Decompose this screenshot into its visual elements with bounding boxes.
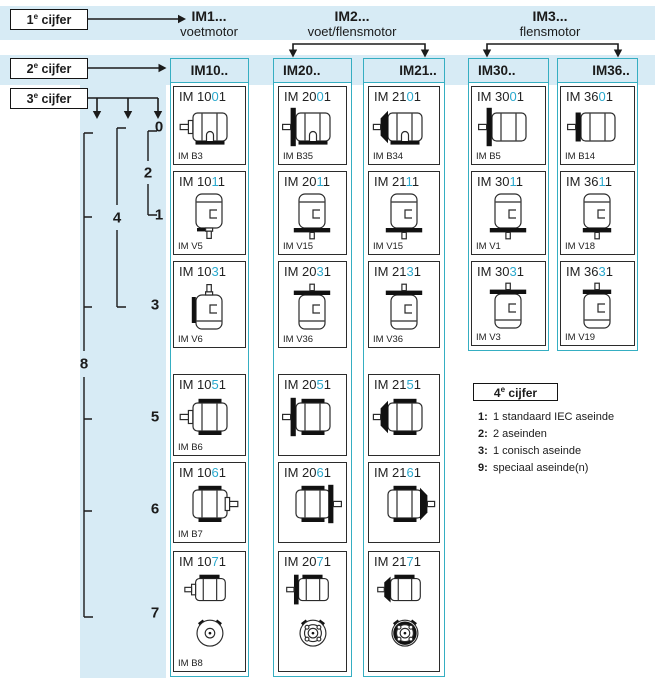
im-code-cell <box>173 261 246 348</box>
im-code: IM 2031 <box>284 264 331 279</box>
im-code: IM 2171 <box>374 554 421 569</box>
im-mounting-label: IM V3 <box>476 332 501 344</box>
motor-v19-icon <box>561 279 634 333</box>
motor-b6-icon <box>174 392 245 443</box>
im-code-cell <box>278 374 347 456</box>
im-code: IM 2001 <box>284 89 331 104</box>
third-digit-value-5: 5 <box>150 408 160 426</box>
third-digit-label-box: 3e cijfer <box>10 88 88 109</box>
im-code: IM 2051 <box>284 377 331 392</box>
im-mounting-label: IM B6 <box>178 442 203 454</box>
im-mounting-label: IM B35 <box>283 151 314 163</box>
im-code: IM 1011 <box>179 174 226 189</box>
im-code-cell <box>368 171 440 255</box>
third-digit-value-0: 0 <box>154 118 164 136</box>
im-mounting-label: IM B8 <box>178 658 203 670</box>
motor-v15-icon <box>369 189 439 242</box>
motor-b7-icon <box>174 480 245 530</box>
im-code: IM 2131 <box>374 264 421 279</box>
im-code-cell <box>560 261 635 346</box>
motor-v6-icon <box>174 279 245 335</box>
legend-item-text: 2 aseinden <box>493 428 547 440</box>
first-digit-label-box: 1e cijfer <box>10 9 88 30</box>
im-mounting-label: IM V6 <box>178 334 203 346</box>
third-digit-value-7: 7 <box>150 604 160 622</box>
im-code-cell <box>368 462 440 543</box>
im-code-cell <box>560 86 635 165</box>
legend-item-key: 9: <box>478 462 488 474</box>
im-mounting-label: IM V36 <box>283 334 314 346</box>
motor-b8-cone-icon <box>369 569 439 659</box>
im-code-cell <box>173 374 246 456</box>
motor-b6-cone-icon <box>369 392 439 443</box>
group-im2-subtitle: voet/flensmotor <box>307 23 397 39</box>
motor-b35-icon <box>279 104 346 152</box>
im-code-cell <box>278 462 347 543</box>
im-code: IM 1031 <box>179 264 226 279</box>
im-mounting-label: IM V19 <box>565 332 596 344</box>
im-code: IM 3611 <box>566 174 613 189</box>
motor-v18-icon <box>561 189 634 242</box>
third-digit-value-8: 8 <box>79 355 89 373</box>
column-header: IM36.. <box>558 59 637 83</box>
legend-item <box>478 445 581 457</box>
column-im10 <box>170 58 249 677</box>
legend-item-key: 3: <box>478 445 488 457</box>
im-code: IM 2151 <box>374 377 421 392</box>
im-mounting-label: IM B14 <box>565 151 596 163</box>
third-digit-value-6: 6 <box>150 500 160 518</box>
motor-v3-icon <box>472 279 545 333</box>
im-mounting-label: IM B3 <box>178 151 203 163</box>
im-code: IM 3031 <box>477 264 524 279</box>
motor-v5-icon <box>174 189 245 242</box>
im-code-cell <box>173 171 246 255</box>
motor-b7-cone-icon <box>369 480 439 530</box>
im-code-cell <box>278 86 347 165</box>
column-header: IM10.. <box>171 59 248 83</box>
im-code-cell <box>471 171 546 255</box>
group-im3 <box>485 9 615 39</box>
im-code-cell <box>368 374 440 456</box>
group-im3-subtitle: flensmotor <box>519 23 581 39</box>
third-digit-value-4: 4 <box>112 209 122 227</box>
motor-b14-icon <box>561 104 634 152</box>
motor-v1-icon <box>472 189 545 242</box>
motor-b8-flange-icon <box>279 569 346 659</box>
im-mounting-label: IM B7 <box>178 529 203 541</box>
im-code-cell <box>471 86 546 165</box>
motor-b7-flange-icon <box>279 480 346 530</box>
column-header: IM20.. <box>274 59 351 83</box>
bracket-im2 <box>293 44 425 52</box>
im-mounting-label: IM B5 <box>476 151 501 163</box>
legend-item-text: 1 standaard IEC aseinde <box>493 411 615 423</box>
column-header: IM30.. <box>469 59 548 83</box>
motor-b3-icon <box>174 104 245 152</box>
motor-v15-icon <box>279 189 346 242</box>
legend-item-key: 2: <box>478 428 488 440</box>
column-im20 <box>273 58 352 677</box>
legend-item <box>478 428 547 440</box>
third-digit-value-2: 2 <box>143 164 153 182</box>
third-digit-value-1: 1 <box>154 206 164 224</box>
im-code: IM 1051 <box>179 377 226 392</box>
im-code-cell <box>560 171 635 255</box>
column-im36 <box>557 58 638 351</box>
im-code: IM 1001 <box>179 89 226 104</box>
legend-item-key: 1: <box>478 411 488 423</box>
legend-item-text: 1 conisch aseinde <box>493 445 582 457</box>
im-code: IM 3001 <box>477 89 524 104</box>
im-mounting-label: IM V1 <box>476 241 501 253</box>
third-digit-panel <box>80 85 166 678</box>
im-code: IM 2111 <box>374 174 420 189</box>
third-digit-value-3: 3 <box>150 296 160 314</box>
motor-b8-icon <box>174 569 245 659</box>
im-code: IM 3601 <box>566 89 613 104</box>
motor-v36-icon <box>279 279 346 335</box>
im-mounting-label: IM B34 <box>373 151 404 163</box>
im-mounting-label: IM V5 <box>178 241 203 253</box>
im-code: IM 3011 <box>477 174 524 189</box>
column-im21 <box>363 58 445 677</box>
im-mounting-label: IM V15 <box>373 241 404 253</box>
im-code-cell <box>173 551 246 672</box>
im-code: IM 1061 <box>179 465 226 480</box>
motor-b6-flange-icon <box>279 392 346 443</box>
group-im1 <box>149 9 269 39</box>
bracket-im3 <box>487 44 618 52</box>
im-code: IM 2061 <box>284 465 331 480</box>
im-code: IM 3631 <box>566 264 613 279</box>
im-mounting-label: IM V18 <box>565 241 596 253</box>
im-code-cell <box>368 261 440 348</box>
im-code: IM 1071 <box>179 554 226 569</box>
im-code: IM 2161 <box>374 465 421 480</box>
im-code: IM 2101 <box>374 89 421 104</box>
legend-item <box>478 462 588 474</box>
group-im2 <box>282 9 422 39</box>
im-code-cell <box>173 86 246 165</box>
second-digit-label-box: 2e cijfer <box>10 58 88 79</box>
group-im3-title: IM3... <box>532 8 568 24</box>
column-header: IM21.. <box>364 59 444 83</box>
group-im1-subtitle: voetmotor <box>180 23 238 39</box>
im-code-cell <box>278 261 347 348</box>
group-im1-title: IM1... <box>191 8 227 24</box>
legend-item-text: speciaal aseinde(n) <box>493 462 589 474</box>
im-code-cell <box>368 86 440 165</box>
legend-item <box>478 411 614 423</box>
im-code-cell <box>173 462 246 543</box>
fourth-digit-label-box: 4e cijfer <box>473 383 558 401</box>
im-code: IM 2071 <box>284 554 331 569</box>
im-code-cell <box>278 551 347 672</box>
im-code-cell <box>278 171 347 255</box>
im-code: IM 2011 <box>284 174 331 189</box>
motor-b5-icon <box>472 104 545 152</box>
motor-b34-icon <box>369 104 439 152</box>
group-im2-title: IM2... <box>334 8 370 24</box>
im-mounting-label: IM V36 <box>373 334 404 346</box>
im-mounting-label: IM V15 <box>283 241 314 253</box>
column-im30 <box>468 58 549 351</box>
motor-v36-icon <box>369 279 439 335</box>
im-code-cell <box>471 261 546 346</box>
im-code-cell <box>368 551 440 672</box>
